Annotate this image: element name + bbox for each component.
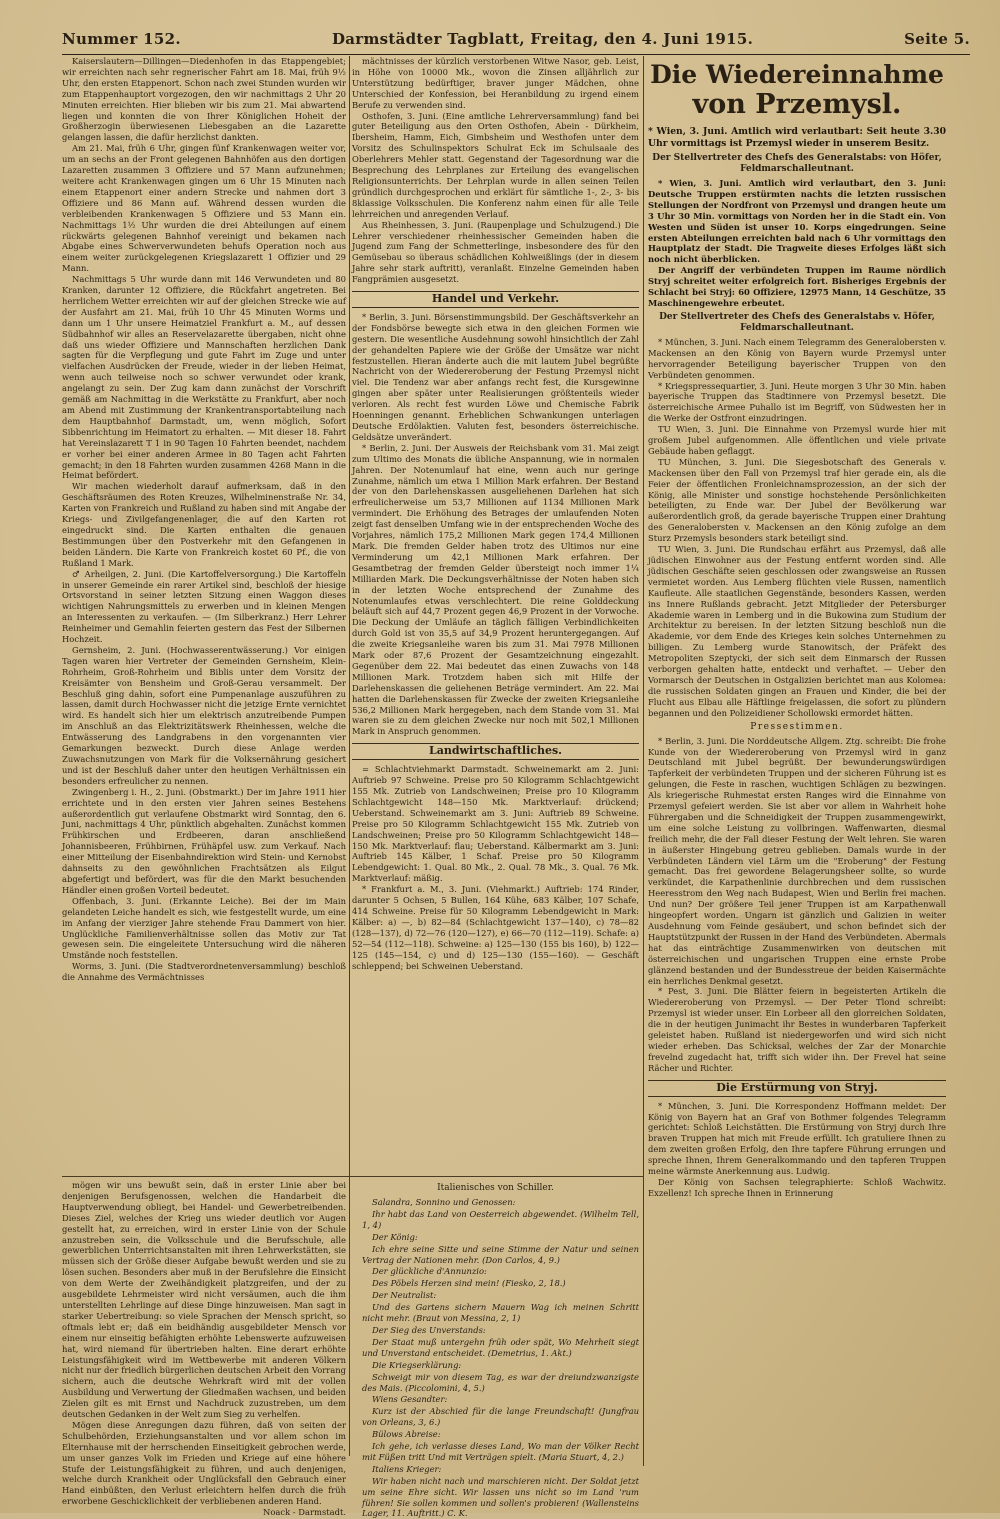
lead-paragraph: * Wien, 3. Juni. Amtlich wird verlautbart: Seit heute 3.30 Uhr vormittags ist Przemysl wieder in unserem Besitz. — [648, 126, 946, 149]
article-paragraph: * Frankfurt a. M., 3. Juni. (Viehmarkt.) Auftrieb: 174 Rinder, darunter 5 Ochsen, 5 Bullen, 164 Kühe, 683 Kälber, 107 Schafe, 414 Schweine. Preise für 50 Kilogramm Lebendgewicht in Mark: Kälber: a) —, b) 82—84 (Schlachtgewicht 137—140), c) 78—82 (128—137), d) 72—76 (120—127), e) 66—70 (112—119). Schafe: a) 52—54 (112—118). Schweine: a) 125—130 (155 bis 160), b) 122—125 (145—154, c) und d) 125—130 (155—160). — Geschäft schleppend; bei Schweinen Ueberstand. — [352, 884, 639, 971]
article-paragraph: Mögen diese Anregungen dazu führen, daß von seiten der Schulbehörden, Erziehungsanstalten und vor allem schon im Elternhause mit der herrschenden Einseitigkeit gebrochen werde, um unser ganzes Volk im Frieden und Kriege auf eine höhere Stufe der Leistungsfähigkeit zu führen, und auch denjenigen, welche durch Krankheit oder Unglücksfall den Gebrauch einer Hand einbüßten, den Verlust erleichtern helfen durch die früh erworbene Geschicklichkeit der verbliebenen anderen Hand. — [62, 1419, 346, 1507]
article-paragraph: Aus Rheinhessen, 3. Juni. (Raupenplage und Schulzugend.) Die Lehrer verschiedener rheinhessischer Gemeinden haben die Jugend zum Fang der Schmetterlinge, insbesondere des für den Gemüsebau so überaus schädlichen Kohlweißlings (der in diesem Jahre sehr stark auftritt), veranlaßt. Einzelne Gemeinden haben Fangprämien ausgesetzt. — [352, 219, 639, 285]
article-paragraph: Nachmittags 5 Uhr wurde dann mit 146 Verwundeten und 80 Kranken, darunter 12 Offiziere, die Rückfahrt angetreten. Bei herrlichem Wetter erreichten wir auf der gleichen Strecke wie auf der Ausfahrt am 21. Mai, früh 10 Uhr 45 Minuten Worms und dann um 1 Uhr unsere Heimatziel Frankfurt a. M., auf dessen Südbahnhof wir alles an Reservelazarette übergaben, nicht ohne daß uns wieder Offiziere und Mannschaften herzlichen Dank sagten für die Verpflegung und gute Fahrt im Zuge und unter vielfachen Ausdrücken der Freude, wieder in der lieben Heimat, wenn auch teilweise noch so schwer verwundet oder krank, angelangt zu sein. Der Zug kam dann zunächst der Vorschrift gemäß am Nachmittag in die Werkstätte zu Frankfurt, aber noch am Abend mit Zustimmung der Krankentransportabteilung nach dem Hauptbahnhof Darmstadt, um, wenn möglich, Sofort Sibbenrichtung im Heimatort zu erhalten. — Mit dieser 18. Fahrt hat Vereinslazarett T 1 in 90 Tagen 10 Fahrten beendet, nachdem er vorher bei einer anderen Armee in 80 Tagen acht Fahrten gemacht; in den 18 Fahrten wurden zusammen 4268 Mann in die Heimat befördert. — [62, 274, 346, 481]
verse-line: Kurz ist der Abschied für die lange Freundschaft! (Jungfrau von Orleans, 3, 6.) — [362, 1406, 639, 1428]
signature-line: Der Stellvertreter des Chefs des Generalstabs v. Höfer, Feldmarschalleutnant. — [659, 311, 935, 333]
section-heading-stryj: Die Erstürmung von Stryj. — [648, 1080, 946, 1097]
article-paragraph: TU Wien, 3. Juni. Die Einnahme von Przemysl wurde hier mit großem Jubel aufgenommen. Alle öffentlichen und viele private Gebäude haben geflaggt. — [648, 424, 946, 456]
section-heading-handel: Handel und Verkehr. — [352, 291, 639, 308]
section-divider — [62, 1176, 643, 1177]
press-heading: Pressestimmen. — [750, 721, 844, 732]
headline-line-2: von Przemysl. — [692, 89, 902, 120]
article-paragraph: mächtnisses der kürzlich verstorbenen Witwe Nasor, geb. Leist, in Höhe von 10000 Mk., wovon die Zinsen alljährlich zur Unterstützung bedürftiger, braver junger Mädchen, ohne Unterschied der Konfession, bei Heranbildung zu irgend einem Berufe zu verwenden sind. — [352, 56, 639, 110]
article-paragraph: Kaiserslautern—Dillingen—Diedenhofen in das Etappengebiet; wir erreichten nach sehr regnerischer Fahrt am 18. Mai, früh 9½ Uhr, den ersten Etappenort. Schon nach zwei Stunden wurden wir zum Etappenhauptort vorgezogen, den wir nachmittags 2 Uhr 20 Minuten erreichten. Hier blieben wir bis zum 21. Mai abwartend liegen und konnten die von Ihrer Königlichen Hoheit der Großherzogin überwiesenen Liebesgaben an die Lazarette gelangen lassen, die dafür herzlichst dankten. — [62, 56, 346, 143]
verse-line: Salandra, Sonnino und Genossen: — [372, 1197, 516, 1207]
poem-title: Italienisches von Schiller. — [437, 1183, 554, 1193]
article-paragraph: Osthofen, 3. Juni. (Eine amtliche Lehrerversammlung) fand bei guter Beteiligung aus den Orten Osthofen, Abein - Dürkheim, Ibersheim, Hamm, Eich, Gimbsheim und Westhofen unter dem Vorsitz des Schulinspektors Schulrat Eck im Schulsaale des Oberlehrers Mehler statt. Gegenstand der Tagesordnung war die Besprechung des Lehrplanes zur Erteilung des evangelischen Religionsunterrichts. Der Lehrplan wurde in allen seinen Teilen gründlich durchgesprochen und erklärt für sämtliche 1-, 2-, 3- bis 8klassige Volksschulen. Die Konferenz nahm einen für alle Teile lehrreichen und anregenden Verlauf. — [352, 110, 639, 219]
bottom-left-article — [62, 1180, 346, 1518]
author-signature: Noack - Darmstadt. — [263, 1507, 346, 1518]
verse-line: Ich ehre seine Sitte und seine Stimme der Natur und seinen Vertrag der Nationen mehr. (Don Carlos, 4, 9.) — [362, 1243, 639, 1265]
article-paragraph: * Pest, 3. Juni. Die Blätter feiern in begeisterten Artikeln die Wiedereroberung von Przemysl. — Der Peter Tlond schreibt: Przemysl ist wieder unser. Ein Lorbeer all den glorreichen Soldaten, die in der heutigen Junimacht ihr Bestes in wunderbaren Tapferkeit geleistet haben. Rußland ist niedergeworfen und wird sich nicht wieder erheben. Das Schicksal, welches der Zar der Monarchie frevelnd zugedacht hat, trifft sich wider ihn. Der Frevel hat seine Rächer und Richter. — [648, 986, 946, 1073]
article-paragraph: * Berlin, 3. Juni. Die Norddeutsche Allgem. Ztg. schreibt: Die frohe Kunde von der Wiedereroberung von Przemysl wird in ganz Deutschland mit Jubel begrüßt. Der bewunderungswürdigen Tapferkeit der verbündeten Truppen und der sicheren Führung ist es gelungen, die Feste in raschen, wuchtigen Schlägen zu bezwingen. Als kriegerische Ruhmestat ersten Ranges wird die Einnahme von Przemysl gefeiert werden. Sie ist aber vor allem in Wahrheit hohe Führergaben und die Schneidigkeit der Truppen zusammengewirkt, um eine solche Leistung zu vollbringen. Waffenwarten, diesmal freilich mehr, die der Fall dieser Festung der Welt lehren. Sie waren in äußerster Hingebung getreu geblieben. Damals wurde in der Verbündeten Ländern viel Lärm um die "Eroberung" der Festung gemacht. Das frei gewordene Belagerungsheer sollte, so wurde verkündet, die Karpathenlinie durchbrechen und dem russischen Heeresstrom den Weg nach Budapest, Wien und Berlin frei machen. Und nun? Der größere Teil jener Truppen ist am Karpathenwall hingeopfert worden. Ungarn ist gänzlich und Galizien in weiter Ausdehnung vom Feinde gesäubert, und schon befindet sich der Hauptstützpunkt der Russen in der Hand des Verbündeten. Abermals hat das einträchtige Zusammenwirken von deutschen mit österreichischen und ungarischen Truppen eine ernste Probe glänzend bestanden und der Bundesstreue der beiden Kaisermächte ein herrliches Denkmal gesetzt. — [648, 735, 946, 986]
verse-line: Schweigt mir von diesem Tag, es war der dreiundzwanzigste des Mais. (Piccolomini, 4, 5.) — [362, 1371, 639, 1393]
article-paragraph: * Wien, 3. Juni. Amtlich wird verlautbart, den 3. Juni: Deutsche Truppen erstürmten nachts die letzten russischen Stellungen der Nordfront von Przemysl und drangen heute um 3 Uhr 30 Min. vormittags von Norden her in die Stadt ein. Von Westen und Süden ist unser 10. Korps eingedrungen. Seine ersten Abteilungen erreichten bald nach 6 Uhr vormittags den Hauptplatz der Stadt. Die Tragweite dieses Erfolges läßt sich noch nicht überblicken. — [648, 178, 946, 265]
column-1 — [62, 56, 346, 1174]
verse-line: Ihr habt das Land von Oesterreich abgewendet. (Wilhelm Tell, 1, 4) — [362, 1208, 639, 1230]
header-rule — [62, 54, 970, 55]
verse-line: Der glückliche d'Annunzio: — [372, 1266, 487, 1277]
article-paragraph: * München, 3. Juni. Die Korrespondenz Hoffmann meldet: Der König von Bayern hat an Graf von Bothmer folgendes Telegramm gerichtet: Schloß Leichstätten. Die Erstürmung von Stryj durch Ihre braven Truppen hat mich mit Freude erfüllt. Ich gratuliere Ihnen zu dem zweiten großen Erfolg, den Ihre tapfere Führung errungen und spreche Ihnen, Ihrem Generalkommando und den tapferen Truppen meine wärmste Anerkennung aus. Ludwig. — [648, 1100, 946, 1177]
article-paragraph: * Berlin, 2. Juni. Der Ausweis der Reichsbank vom 31. Mai zeigt zum Ultimo des Monats die übliche Anspannung, wie in normalen Jahren. Der Notenumlauf hat eine, wenn auch nur geringe Zunahme, nämlich um etwa 1 Million Mark erfahren. Der Bestand der von den Darlehenskassen ausgeliehenen Darlehen hat sich erfreulicherweise um 53,7 Millionen auf 1134 Millionen Mark vermindert. Die Erhöhung des Betrages der umlaufenden Noten zeigt fast denselben Umfang wie in der entsprechenden Woche des Vorjahres, nämlich 175,2 Millionen Mark gegen 174,4 Millionen Mark. Die fremden Gelder haben trotz des Ultimos nur eine Verminderung um 42,1 Millionen Mark erfahren. Der Gesamtbetrag der fremden Gelder übersteigt noch immer 1¼ Milliarden Mark. Die Deckungsverhältnisse der Noten haben sich in der letzten Woche entsprechend der Zunahme des Notenumlaufes etwas verschlechtert. Die reine Golddeckung beläuft sich auf 44,7 Prozent gegen 46,9 Prozent in der Vorwoche. Die Deckung der Umläufe an täglich fälligen Verbindlichkeiten durch Gold ist von 35,5 auf 34,9 Prozent heruntergegangen. Auf die zweite Kriegsanleihe waren bis zum 31. Mai 7978 Millionen Mark oder 87,6 Prozent der Gesamtzeichnung eingezahlt. Gegenüber dem 22. Mai bedeutet das einen Zuwachs von 148 Millionen Mark. Trotzdem haben sich mit Hilfe der Darlehenskassen die geliehenen Beträge vermindert. Am 22. Mai hatten die Darlehenskassen für Zwecke der zweiten Kriegsanleihe 536,2 Millionen Mark hergegeben, nach dem Stande vom 31. Mai waren sie zu dem gleichen Zwecke nur noch mit 502,1 Millionen Mark in Anspruch genommen. — [352, 442, 639, 737]
article-paragraph: Am 21. Mai, früh 6 Uhr, gingen fünf Krankenwagen weiter vor, um an sechs an der Front gelegenen Bahnhöfen aus den dortigen Lazaretten zusammen 3 Offiziere und 57 Mann aufzunehmen; weitere acht Krankenwagen gingen um 6 Uhr 15 Minuten nach einem Etappenort einer andern Strecke und nahmen dort 3 Offiziere und 86 Mann auf. Während dessen wurden die verbleibenden Krankenwagen 5 Offiziere und 53 Mann ein. Nachmittags 1½ Uhr wurden die drei Abteilungen auf einem rückwärts gelegenen Bahnhof vereinigt und bekamen nach Abgabe eines Schwerverwundeten behufs Operation noch aus einem weiter zurückgelegenen Kriegslazarett 1 Offizier und 29 Mann. — [62, 143, 346, 274]
article-paragraph: Gernsheim, 2. Juni. (Hochwasserentwässerung.) Vor einigen Tagen waren hier Vertreter der Gemeinden Gernsheim, Klein-Rohrheim, Groß-Rohrheim und Biblis unter dem Vorsitz der Kreisämter von Bensheim und Groß-Gerau versammelt. Der Beschluß ging dahin, sofort eine Pumpenanlage auszuführen zu lassen, damit durch Hochwasser nicht die jetzige Ernte vernichtet wird. Es handelt sich hier um elektrisch anzutreibende Pumpen im Anschluß an das Elektrizitätswerk Rheinhessen, welche die Entwässerung des Landgrabens in den vorgenannten vier Gemarkungen bezweckt. Durch diese Anlage werden Zuwachsnutzungen von Mark für die Volksernährung gesichert und ist der Beschluß daher unter den heutigen Verhältnissen ein besonders erfreulicher zu nennen. — [62, 644, 346, 786]
page-number: Seite 5. — [904, 30, 970, 48]
column-divider — [643, 56, 644, 1466]
verse-line: Des Pöbels Herzen sind mein! (Fiesko, 2, 18.) — [372, 1278, 566, 1289]
article-paragraph: Offenbach, 3. Juni. (Erkannte Leiche). Bei der im Main gelandeten Leiche handelt es sich, wie festgestellt wurde, um eine im Anfang der vierziger Jahre stehende Frau Dammert von hier. Unglückliche Familienverhältnisse sollen das Motiv zur Tat gewesen sein. Die eingeleitete Untersuchung wird die näheren Umstände noch feststellen. — [62, 895, 346, 961]
article-paragraph: Der König von Sachsen telegraphierte: Schloß Wachwitz. Exzellenz! Ich spreche Ihnen in Erinnerung — [648, 1176, 946, 1198]
article-paragraph: * Kriegspressequartier, 3. Juni. Heute morgen 3 Uhr 30 Min. haben bayerische Truppen das Stadtinnere von Przemysl besetzt. Die österreichische Armee Puhallo ist im Begriff, von Südwesten her in die Werke der Ostfront einzudringen. — [648, 380, 946, 424]
column-divider — [349, 56, 350, 1456]
column-3 — [648, 56, 946, 1466]
verse-line: Der Neutralist: — [372, 1290, 437, 1301]
verse-line: Wir haben nicht nach und marschieren nicht. Der Soldat jetzt um seine Ehre sicht. Wir lassen uns nicht so im Land 'rum führen! Sie sollen kommen und sollen's probieren! (Wallensteins Lager, 11. Auftritt.) C. K. — [362, 1475, 639, 1519]
verse-line: Italiens Krieger: — [372, 1463, 442, 1474]
article-paragraph: ♂ Arheilgen, 2. Juni. (Die Kartoffelversorgung.) Die Kartoffeln in unserer Gemeinde ein rarer Artikel sind, beschloß der hiesige Ortsvorstand in seiner letzten Sitzung einen Waggon dieses wichtigen Nahrungsmittels zu erwerben und in kleinen Mengen an Interessenten zu verkaufen. — (Im Silberkranz.) Herr Lehrer Reinheimer und Gemahlin feierten gestern das Fest der Silbernen Hochzeit. — [62, 568, 346, 645]
issue-number: Nummer 152. — [62, 30, 181, 48]
signature-line: Der Stellvertreter des Chefs des Generalstabs: von Höfer, Feldmarschalleutnant. — [652, 153, 942, 174]
verse-line: Der Staat muß untergehn früh oder spät, Wo Mehrheit siegt und Unverstand entscheidet. (Demetrius, 1. Akt.) — [362, 1336, 639, 1358]
article-paragraph: * Berlin, 3. Juni. Börsenstimmungsbild. Der Geschäftsverkehr an der Fondsbörse bewegte sich etwa in den gleichen Formen wie gestern. Die wesentliche Ausdehnung sowohl hinsichtlich der Zahl der gehandelten Papiere wie der Größe der Umsätze war nicht festzustellen. Hieran änderte auch die mit lautem Jubel begrüßte Nachricht von der Wiedereroberung der Festung Przemysl nicht viel. Die Tendenz war aber anfangs recht fest, die Kursgewinne gingen aber später unter Realisierungen größtenteils wieder verloren. Als recht fest wurden Löwe und Chemische Fabrik Hoenningen genannt. Erheblichen Schwankungen unterlagen Deutsche Erdölaktien. Valuten fest, besonders österreichische. Geldsätze unverändert. — [352, 311, 639, 442]
verse-line: Wiens Gesandter: — [372, 1394, 448, 1405]
article-paragraph: Zwingenberg i. H., 2. Juni. (Obstmarkt.) Der im Jahre 1911 hier errichtete und in den ersten vier Jahren seines Bestehens außerordentlich gut verlaufene Obstmarkt wird Sonntag, den 6. Juni, nachmittags 4 Uhr, pünktlich abgehalten. Zunächst kommen Frühkirschen und Erdbeeren, daran anschließend Johannisbeeren, Frühbirnen, Frühäpfel usw. zum Verkauf. Nach einer Mitteilung der Eisenbahndirektion wird Stein- und Kernobst dahnseits zu den gewöhnlichen Frachtsätzen als Eilgut abgefertigt und befördert, was für die den Markt besuchenden Händler einen großen Vorteil bedeutet. — [62, 786, 346, 895]
verse-line: Die Kriegserklärung: — [372, 1359, 462, 1370]
verse-line: Ich gehe, ich verlasse dieses Land, Wo man der Völker Recht mit Füßen tritt Und mit Verträgen spielt. (Maria Stuart, 4, 2.) — [362, 1441, 639, 1462]
article-paragraph: = Schlachtviehmarkt Darmstadt. Schweinemarkt am 2. Juni: Auftrieb 97 Schweine. Preise pro 50 Kilogramm Schlachtgewicht 155 Mk. Zutrieb von Landschweinen; Preise pro 10 Kilogramm Schlachtgewicht 148—150 Mk. Marktverlauf: drückend; Ueberstand. Schweinemarkt am 3. Juni: Auftrieb 89 Schweine. Preise pro 50 Kilogramm Schlachtgewicht 155 Mk. Zutrieb von Landschweinen; Preise pro 50 Kilogramm Schlachtgewicht 148—150 Mk. Marktverlauf: flau; Ueberstand. Kälbermarkt am 3. Juni: Auftrieb 145 Kälber, 1 Schaf. Preise pro 50 Kilogramm Lebendgewicht: 1. Qual. 80 Mk., 2. Qual. 78 Mk., 3. Qual. 76 Mk. Marktverlauf: mäßig. — [352, 764, 639, 884]
article-paragraph: TU Wien, 3. Juni. Die Rundschau erfährt aus Przemysl, daß alle jüdischen Einwohner aus der Festung entfernt worden sind. Alle jüdischen Geschäfte seien geschlossen oder zwangsweise an Russen vermietet worden. Aus Lemberg flüchten viele Russen, namentlich Kaufleute. Alle staatlichen Gegenstände, besonders Kassen, werden ins Innere Rußlands gebracht. Jetzt Mitglieder der Petersburger Akademie waren in Lemberg und in die Bukowina zum Studium der Architektur zu bereisen. In der letzten Sitzung beschloß nun die Akademie, vor dem Ende des Krieges kein solches Unternehmen zu billigen. Zu Lemberg wurde Stanowitsch, der Präfekt des Metropoliten Szeptycki, der sich seit dem Einmarsch der Russen verborgen gehalten hatte, entdeckt und verhaftet. — Ueber den Vormarsch der Deutschen in Ostgalizien berichtet man aus Kolomea: die russischen Soldaten gingen an Frauen und Kinder, die bei der Flucht aus Elbau alle Häftlinge freigelassen, die sofort zu plündern begannen und den Polizeidiener Schollowski ermordet hätten. — [648, 544, 946, 718]
masthead: Darmstädter Tagblatt, Freitag, den 4. Juni 1915. — [331, 30, 754, 48]
bottom-mid-article — [352, 1180, 639, 1519]
article-paragraph: Worms, 3. Juni. (Die Stadtverordnetenversammlung) beschloß die Annahme des Vermächtnisses — [62, 961, 346, 983]
article-paragraph: Der Angriff der verbündeten Truppen im Raume nördlich Stryj schreitet weiter erfolgreich fort. Bisheriges Ergebnis der Schlacht bei Stryj: 60 Offiziere, 12975 Mann, 14 Geschütze, 35 Maschinengewehre erbeutet. — [648, 265, 946, 308]
article-paragraph: Wir machen wiederholt darauf aufmerksam, daß in den Geschäftsräumen des Roten Kreuzes, Wilhelminenstraße Nr. 34, Karten von Frankreich und Rußland zu haben sind mit Angabe der Kriegs- und Zivilgefangenenlager, die auf den Karten rot eingedruckt sind. Die Karten enthalten die genauen Bestimmungen über den Postverkehr mit den Gefangenen in beiden Ländern. Die Karte von Frankreich kostet 60 Pf., die von Rußland 1 Mark. — [62, 481, 346, 568]
page-header — [62, 30, 970, 50]
article-paragraph: * München, 3. Juni. Nach einem Telegramm des Generalobersten v. Mackensen an den König von Bayern wurde Przemysl unter hervorragender Beteiligung bayerischer Truppen von den Verbündeten genommen. — [648, 336, 946, 380]
column-2 — [352, 56, 639, 1174]
verse-line: Der König: — [372, 1231, 418, 1242]
article-paragraph: mögen wir uns bewußt sein, daß in erster Linie aber bei denjenigen Berufsgenossen, welchen die Handarbeit die Hauptverwendung obliegt, bei Handel- und Gewerbetreibenden. Dieses Ziel, welches der Krieg uns wieder deutlich vor Augen gestellt hat, zu erreichen, wird in erster Linie von der Schule anzustreben sein, die Volksschule und die Berufsschule, alle gewerblichen Unterrichtsanstalten mit ihren Lehrwerkstätten, sie müssen sich der Größe dieser Aufgabe bewußt werden und sie zu lösen suchen. Besonders aber muß in der Berufslehre die Einsicht von dem Werte der Zweihändigkeit platzgreifen, und der zu ausgebildete Lehrmeister wird nicht versäumen, auch die ihm unterstellten Lehrlinge auf diese Dinge hinzuweisen. Man sagt in starker Uebertreibung: so viele Sprachen der Mensch spricht, so oftmals lebt er; daß ein beidhändig ausgebildeter Mensch vor einem nur einseitig befähigten erhöhte Lebenswerte aufzuweisen hat, wird niemand für übertrieben halten. Eine derart erhöhte Leistungsfähigkeit wird im Wettbewerbe mit anderen Völkern nicht nur der friedlich bürgerlichen deutschen Arbeit den Vorrang sichern, auch die deutsche Wehrkraft wird mit der vollen Ausbildung und Verwertung der Gliedmaßen wachsen, und beiden Zielen gilt es mit Ernst und Nachdruck zuzustreben, um dem deutschen Gedanken in der Welt zum Sieg zu verhelfen. — [62, 1180, 346, 1420]
section-heading-landwirtschaft: Landwirtschaftliches. — [352, 743, 639, 760]
headline-line-1: Die Wiedereinnahme — [650, 60, 944, 89]
verse-line: Bülows Abreise: — [372, 1429, 441, 1440]
verse-line: Der Sieg des Unverstands: — [372, 1324, 486, 1335]
article-paragraph: TU München, 3. Juni. Die Siegesbotschaft des Generals v. Mackensen über den Fall von Przemysl traf hier gerade ein, als die Feier der öffentlichen Fronleichnamsprozession, an der sich der König, alle Minister und sonstige hochstehende Persönlichkeiten beteiligten, zu Ende war. Der Jubel der Bevölkerung war außerordentlich groß, da gerade bayerische Truppen einer Drahtung des Generalobersten v. Mackensen an den König zufolge an dem Sturz Przemysls besonders stark beteiligt sind. — [648, 456, 946, 544]
verse-line: Und des Gartens sichern Mauern Wag ich meinen Schritt nicht mehr. (Braut von Messina, 2, 1) — [362, 1302, 639, 1324]
main-headline — [648, 60, 946, 120]
